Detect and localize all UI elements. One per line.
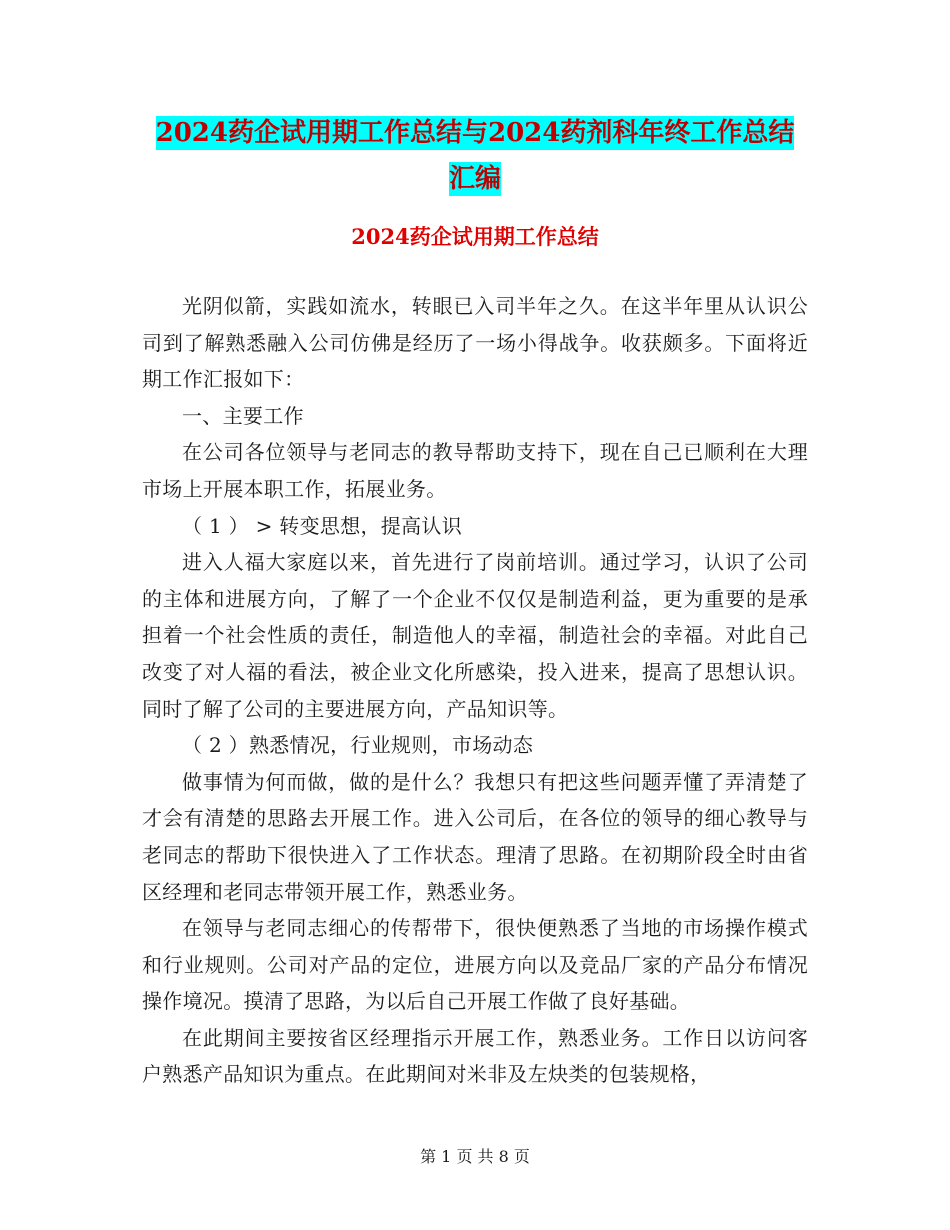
title-line-1: 2024药企试用期工作总结与2024药剂科年终工作总结 [155, 118, 795, 148]
page-footer: 第 1 页 共 8 页 [420, 1147, 530, 1166]
title-line-2: 汇编 [448, 164, 501, 194]
body-text [142, 288, 808, 1093]
paragraph-5: 进入人福大家庭以来，首先进行了岗前培训。通过学习，认识了公司的主体和进展方向，了解了一个企业不仅仅是制造利益，更为重要的是承担着一个社会性质的责任，制造他人的幸福，制造社会的幸福。对此自己改变了对人福的看法，被企业文化所感染，投入进来，提高了思想认识。同时了解了公司的主要进展方向，产品知识等。 [142, 550, 808, 721]
paragraph-2: 一、主要工作 [182, 403, 304, 428]
section-title: 2024药企试用期工作总结 [351, 224, 599, 249]
paragraph-1: 光阴似箭，实践如流水，转眼已入司半年之久。在这半年里从认识公司到了解熟悉融入公司仿佛是经历了一场小得战争。收获颇多。下面将近期工作汇报如下： [142, 294, 808, 392]
paragraph-4: （ 1 ） > 转变思想，提高认识 [182, 513, 463, 538]
paragraph-9: 在此期间主要按省区经理指示开展工作，熟悉业务。工作日以访问客户熟悉产品知识为重点。在此期间对米非及左炔类的包装规格， [142, 1025, 808, 1087]
paragraph-6: （ 2 ）熟悉情况，行业规则，市场动态 [182, 733, 534, 758]
document-title [140, 110, 810, 202]
paragraph-8: 在领导与老同志细心的传帮带下，很快便熟悉了当地的市场操作模式和行业规则。公司对产品的定位，进展方向以及竞品厂家的产品分布情况操作境况。摸清了思路，为以后自己开展工作做了良好基础。 [142, 916, 808, 1014]
paragraph-3: 在公司各位领导与老同志的教导帮助支持下，现在自己已顺利在大理市场上开展本职工作，拓展业务。 [142, 440, 808, 501]
paragraph-7: 做事情为何而做，做的是什么？我想只有把这些问题弄懂了弄清楚了才会有清楚的思路去开展工作。进入公司后，在各位的领导的细心教导与老同志的帮助下很快进入了工作状态。理清了思路。在初期阶段全时由省区经理和老同志带领开展工作，熟悉业务。 [142, 769, 808, 904]
